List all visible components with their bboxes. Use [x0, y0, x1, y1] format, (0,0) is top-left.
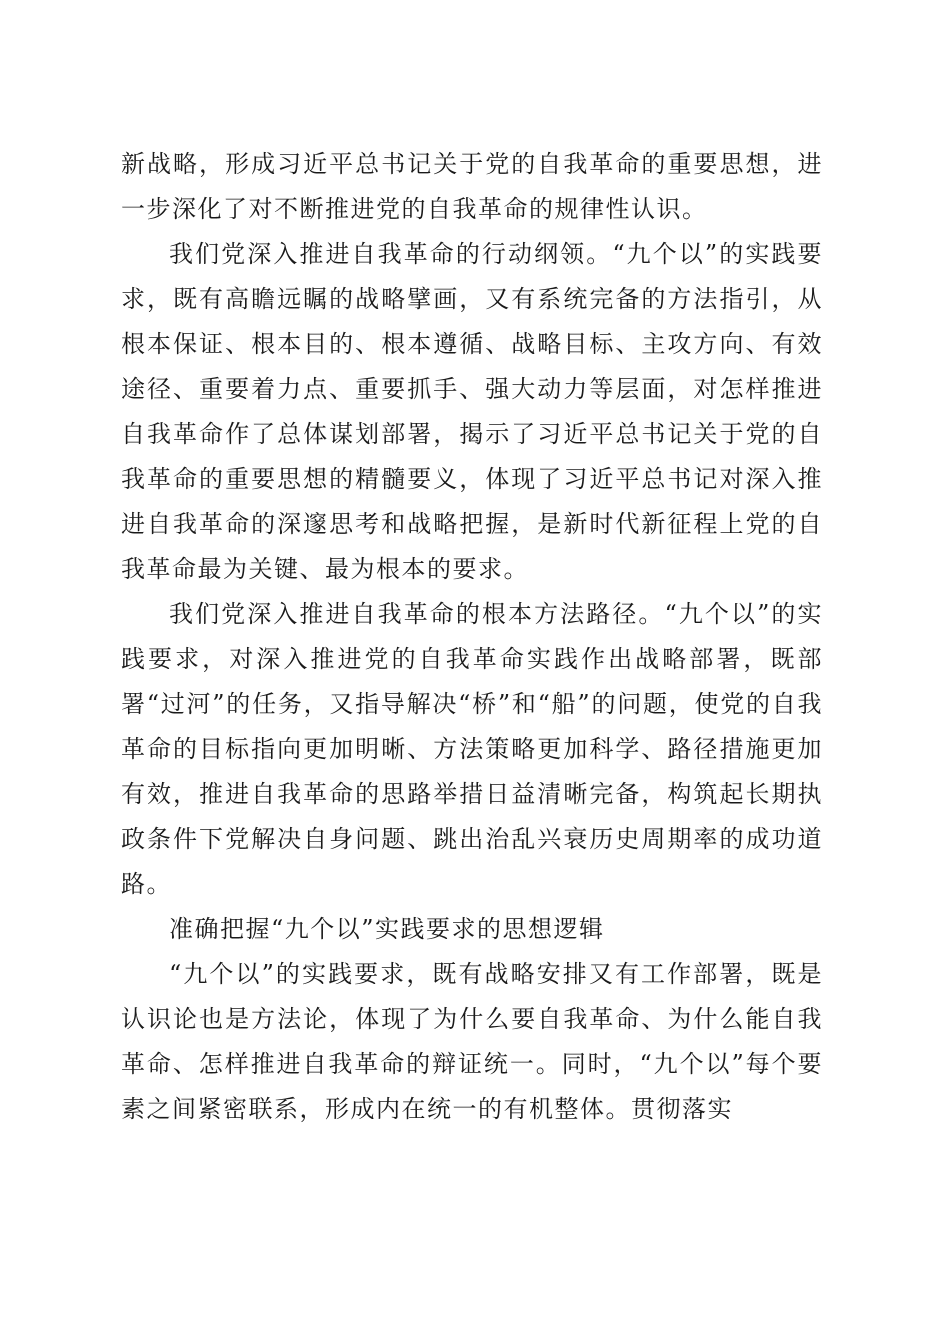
document-body	[121, 142, 823, 1132]
section-heading: 准确把握“九个以”实践要求的思想逻辑	[169, 915, 605, 943]
paragraph-method-path: 我们党深入推进自我革命的根本方法路径。“九个以”的实践要求，对深入推进党的自我革命实践作出战略部署，既部署“过河”的任务，又指导解决“桥”和“船”的问题，使党的自我革命的目标指向更加明晰、方法策略更加科学、路径措施更加有效，推进自我革命的思路举措日益清晰完备，构筑起长期执政条件下党解决自身问题、跳出治乱兴衰历史周期率的成功道路。	[121, 600, 823, 898]
paragraph-action-program: 我们党深入推进自我革命的行动纲领。“九个以”的实践要求，既有高瞻远瞩的战略擘画，又有系统完备的方法指引，从根本保证、根本目的、根本遵循、战略目标、主攻方向、有效途径、重要着力点、重要抓手、强大动力等层面，对怎样推进自我革命作了总体谋划部署，揭示了习近平总书记关于党的自我革命的重要思想的精髓要义，体现了习近平总书记对深入推进自我革命的深邃思考和战略把握，是新时代新征程上党的自我革命最为关键、最为根本的要求。	[121, 240, 823, 583]
paragraph-thought-logic: “九个以”的实践要求，既有战略安排又有工作部署，既是认识论也是方法论，体现了为什么要自我革命、为什么能自我革命、怎样推进自我革命的辩证统一。同时，“九个以”每个要素之间紧密联系，形成内在统一的有机整体。贯彻落实	[121, 960, 823, 1123]
paragraph-continuation: 新战略，形成习近平总书记关于党的自我革命的重要思想，进一步深化了对不断推进党的自我革命的规律性认识。	[121, 150, 823, 223]
